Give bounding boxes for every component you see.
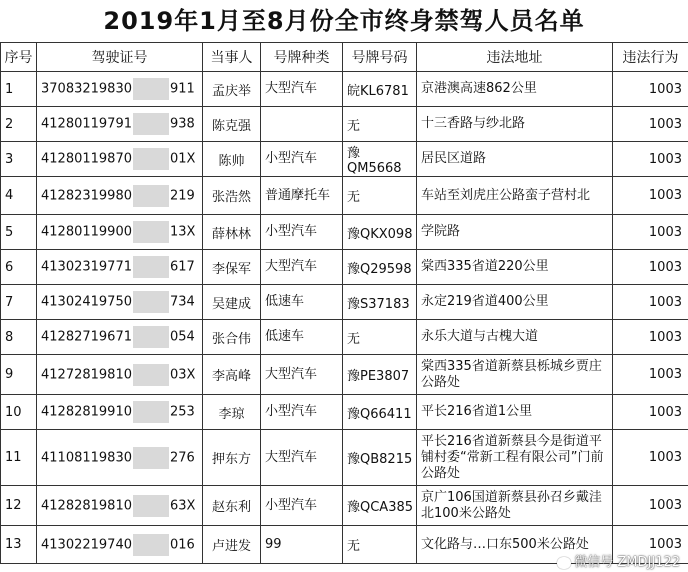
cell-name: 吴建成 [203,285,261,320]
cell-address: 学院路 [417,215,613,250]
license-suffix: 276 [169,450,195,465]
redaction-mask [133,113,169,135]
cell-name: 薛林林 [203,215,261,250]
cell-plate: 豫QKX098 [343,215,417,250]
table-row [1,72,688,107]
cell-name: 孟庆举 [203,72,261,107]
cell-plate-type: 大型汽车 [261,250,343,285]
cell-address: 平长216省道1公里 [417,395,613,430]
cell-plate-type: 普通摩托车 [261,177,343,215]
table-row [1,430,688,486]
redaction-mask [133,291,169,313]
table-row [1,395,688,430]
cell-name: 卢进发 [203,526,261,564]
cell-license [37,142,203,177]
cell-violation: 1003 [613,320,688,355]
table-row [1,320,688,355]
table-body [1,72,688,564]
license-suffix: 054 [169,329,195,345]
col-header-plate: 号牌号码 [343,43,417,72]
cell-license [37,250,203,285]
cell-name: 陈帅 [203,142,261,177]
cell-plate-type: 小型汽车 [261,486,343,526]
cell-plate: 无 [343,526,417,564]
license-suffix: 938 [169,116,195,132]
license-suffix: 253 [169,404,195,420]
license-suffix: 03X [169,367,196,382]
cell-no: 5 [1,215,37,250]
table-header-row [1,43,688,72]
cell-address: 车站至刘虎庄公路蛮子营村北 [417,177,613,215]
redaction-mask [133,364,169,386]
cell-plate: 豫S37183 [343,285,417,320]
redaction-mask [133,148,169,170]
cell-address: 京港澳高速862公里 [417,72,613,107]
redaction-mask [133,185,169,207]
cell-plate-type: 大型汽车 [261,355,343,395]
cell-violation: 1003 [613,355,688,395]
license-suffix: 13X [169,224,196,240]
cell-license [37,526,203,564]
cell-no: 10 [1,395,37,430]
table-row [1,107,688,142]
redaction-mask [133,495,169,517]
cell-name: 张合伟 [203,320,261,355]
cell-no: 12 [1,486,37,526]
redaction-mask [133,534,169,556]
page-title: 2019年1月至8月份全市终身禁驾人员名单 [103,7,585,35]
redaction-mask [133,78,169,100]
cell-address: 文化路与…口东500米公路处 [417,526,613,564]
license-suffix: 016 [169,537,195,552]
cell-address: 永定219省道400公里 [417,285,613,320]
redaction-mask [133,401,169,423]
cell-violation: 1003 [613,72,688,107]
col-header-name: 当事人 [203,43,261,72]
cell-plate-type: 低速车 [261,320,343,355]
license-prefix: 41302419750 [41,294,132,310]
redaction-mask [133,256,169,278]
cell-license [37,395,203,430]
cell-plate: 豫QM5668 [343,142,417,177]
license-suffix: 219 [169,188,195,203]
cell-address: 棠西335省道220公里 [417,250,613,285]
cell-violation: 1003 [613,215,688,250]
watermark-text: 微信号 ZMDJJ122 [574,555,680,570]
cell-license [37,430,203,486]
cell-no: 3 [1,142,37,177]
cell-license [37,320,203,355]
cell-address: 十三香路与纱北路 [417,107,613,142]
license-prefix: 41280119900 [41,224,132,240]
cell-plate-type: 大型汽车 [261,430,343,486]
cell-plate-type: 99 [261,526,343,564]
cell-plate: 豫Q29598 [343,250,417,285]
cell-violation: 1003 [613,285,688,320]
redaction-mask [133,326,169,348]
cell-name: 李高峰 [203,355,261,395]
redaction-mask [133,221,169,243]
table-row [1,250,688,285]
table-row [1,285,688,320]
cell-plate: 豫QB8215 [343,430,417,486]
redaction-mask [133,447,169,469]
cell-no: 7 [1,285,37,320]
table-row [1,177,688,215]
license-prefix: 41280119870 [41,151,132,167]
cell-name: 押东方 [203,430,261,486]
col-header-no: 序号 [1,43,37,72]
license-suffix: 63X [169,498,196,513]
license-suffix: 911 [169,81,195,97]
cell-license [37,72,203,107]
cell-plate: 皖KL6781 [343,72,417,107]
license-prefix: 41282719671 [41,329,132,345]
cell-plate-type: 小型汽车 [261,395,343,430]
cell-plate-type [261,107,343,142]
cell-address: 永乐大道与古槐大道 [417,320,613,355]
cell-no: 11 [1,430,37,486]
cell-plate: 无 [343,107,417,142]
cell-plate-type: 小型汽车 [261,215,343,250]
cell-no: 9 [1,355,37,395]
cell-no: 4 [1,177,37,215]
col-header-license: 驾驶证号 [37,43,203,72]
license-prefix: 41280119791 [41,116,132,132]
license-prefix: 41302319771 [41,259,132,275]
cell-violation: 1003 [613,142,688,177]
cell-no: 6 [1,250,37,285]
col-header-address: 违法地址 [417,43,613,72]
cell-no: 2 [1,107,37,142]
license-prefix: 41108119830 [41,450,132,465]
cell-license [37,177,203,215]
cell-plate: 豫QCA385 [343,486,417,526]
license-suffix: 01X [169,151,196,167]
license-prefix: 41282319980 [41,188,132,203]
cell-address: 居民区道路 [417,142,613,177]
cell-license [37,215,203,250]
wechat-icon [557,557,571,569]
cell-plate: 豫PE3807 [343,355,417,395]
col-header-violation: 违法行为 [613,43,688,72]
license-prefix: 41302219740 [41,537,132,552]
license-prefix: 41282819810 [41,498,132,513]
cell-plate: 无 [343,320,417,355]
license-suffix: 734 [169,294,195,310]
cell-violation: 1003 [613,486,688,526]
table-row [1,355,688,395]
cell-plate-type: 大型汽车 [261,72,343,107]
cell-no: 1 [1,72,37,107]
cell-name: 陈克强 [203,107,261,142]
license-suffix: 617 [169,259,195,275]
cell-violation: 1003 [613,526,688,564]
cell-no: 8 [1,320,37,355]
license-prefix: 41282819910 [41,404,132,420]
cell-violation: 1003 [613,250,688,285]
cell-plate-type: 低速车 [261,285,343,320]
cell-violation: 1003 [613,177,688,215]
cell-name: 李琼 [203,395,261,430]
ban-list-table [0,42,688,564]
col-header-plate-type: 号牌种类 [261,43,343,72]
ban-list-table-wrapper [0,42,688,564]
cell-license [37,285,203,320]
cell-name: 赵东利 [203,486,261,526]
cell-plate: 豫Q66411 [343,395,417,430]
watermark [557,551,680,570]
license-prefix: 37083219830 [41,81,132,97]
cell-no: 13 [1,526,37,564]
cell-license [37,355,203,395]
cell-violation: 1003 [613,430,688,486]
cell-violation: 1003 [613,395,688,430]
cell-license [37,486,203,526]
cell-plate: 无 [343,177,417,215]
cell-address: 平长216省道新蔡县今是街道平铺村委“常新工程有限公司”门前公路处 [417,430,613,486]
cell-name: 李保军 [203,250,261,285]
cell-name: 张浩然 [203,177,261,215]
cell-address: 棠西335省道新蔡县栎城乡贾庄公路处 [417,355,613,395]
table-row [1,215,688,250]
license-prefix: 41272819810 [41,367,132,382]
cell-plate-type: 小型汽车 [261,142,343,177]
cell-violation: 1003 [613,107,688,142]
cell-license [37,107,203,142]
cell-address: 京广106国道新蔡县孙召乡戴洼北100米公路处 [417,486,613,526]
table-row [1,486,688,526]
table-row [1,142,688,177]
